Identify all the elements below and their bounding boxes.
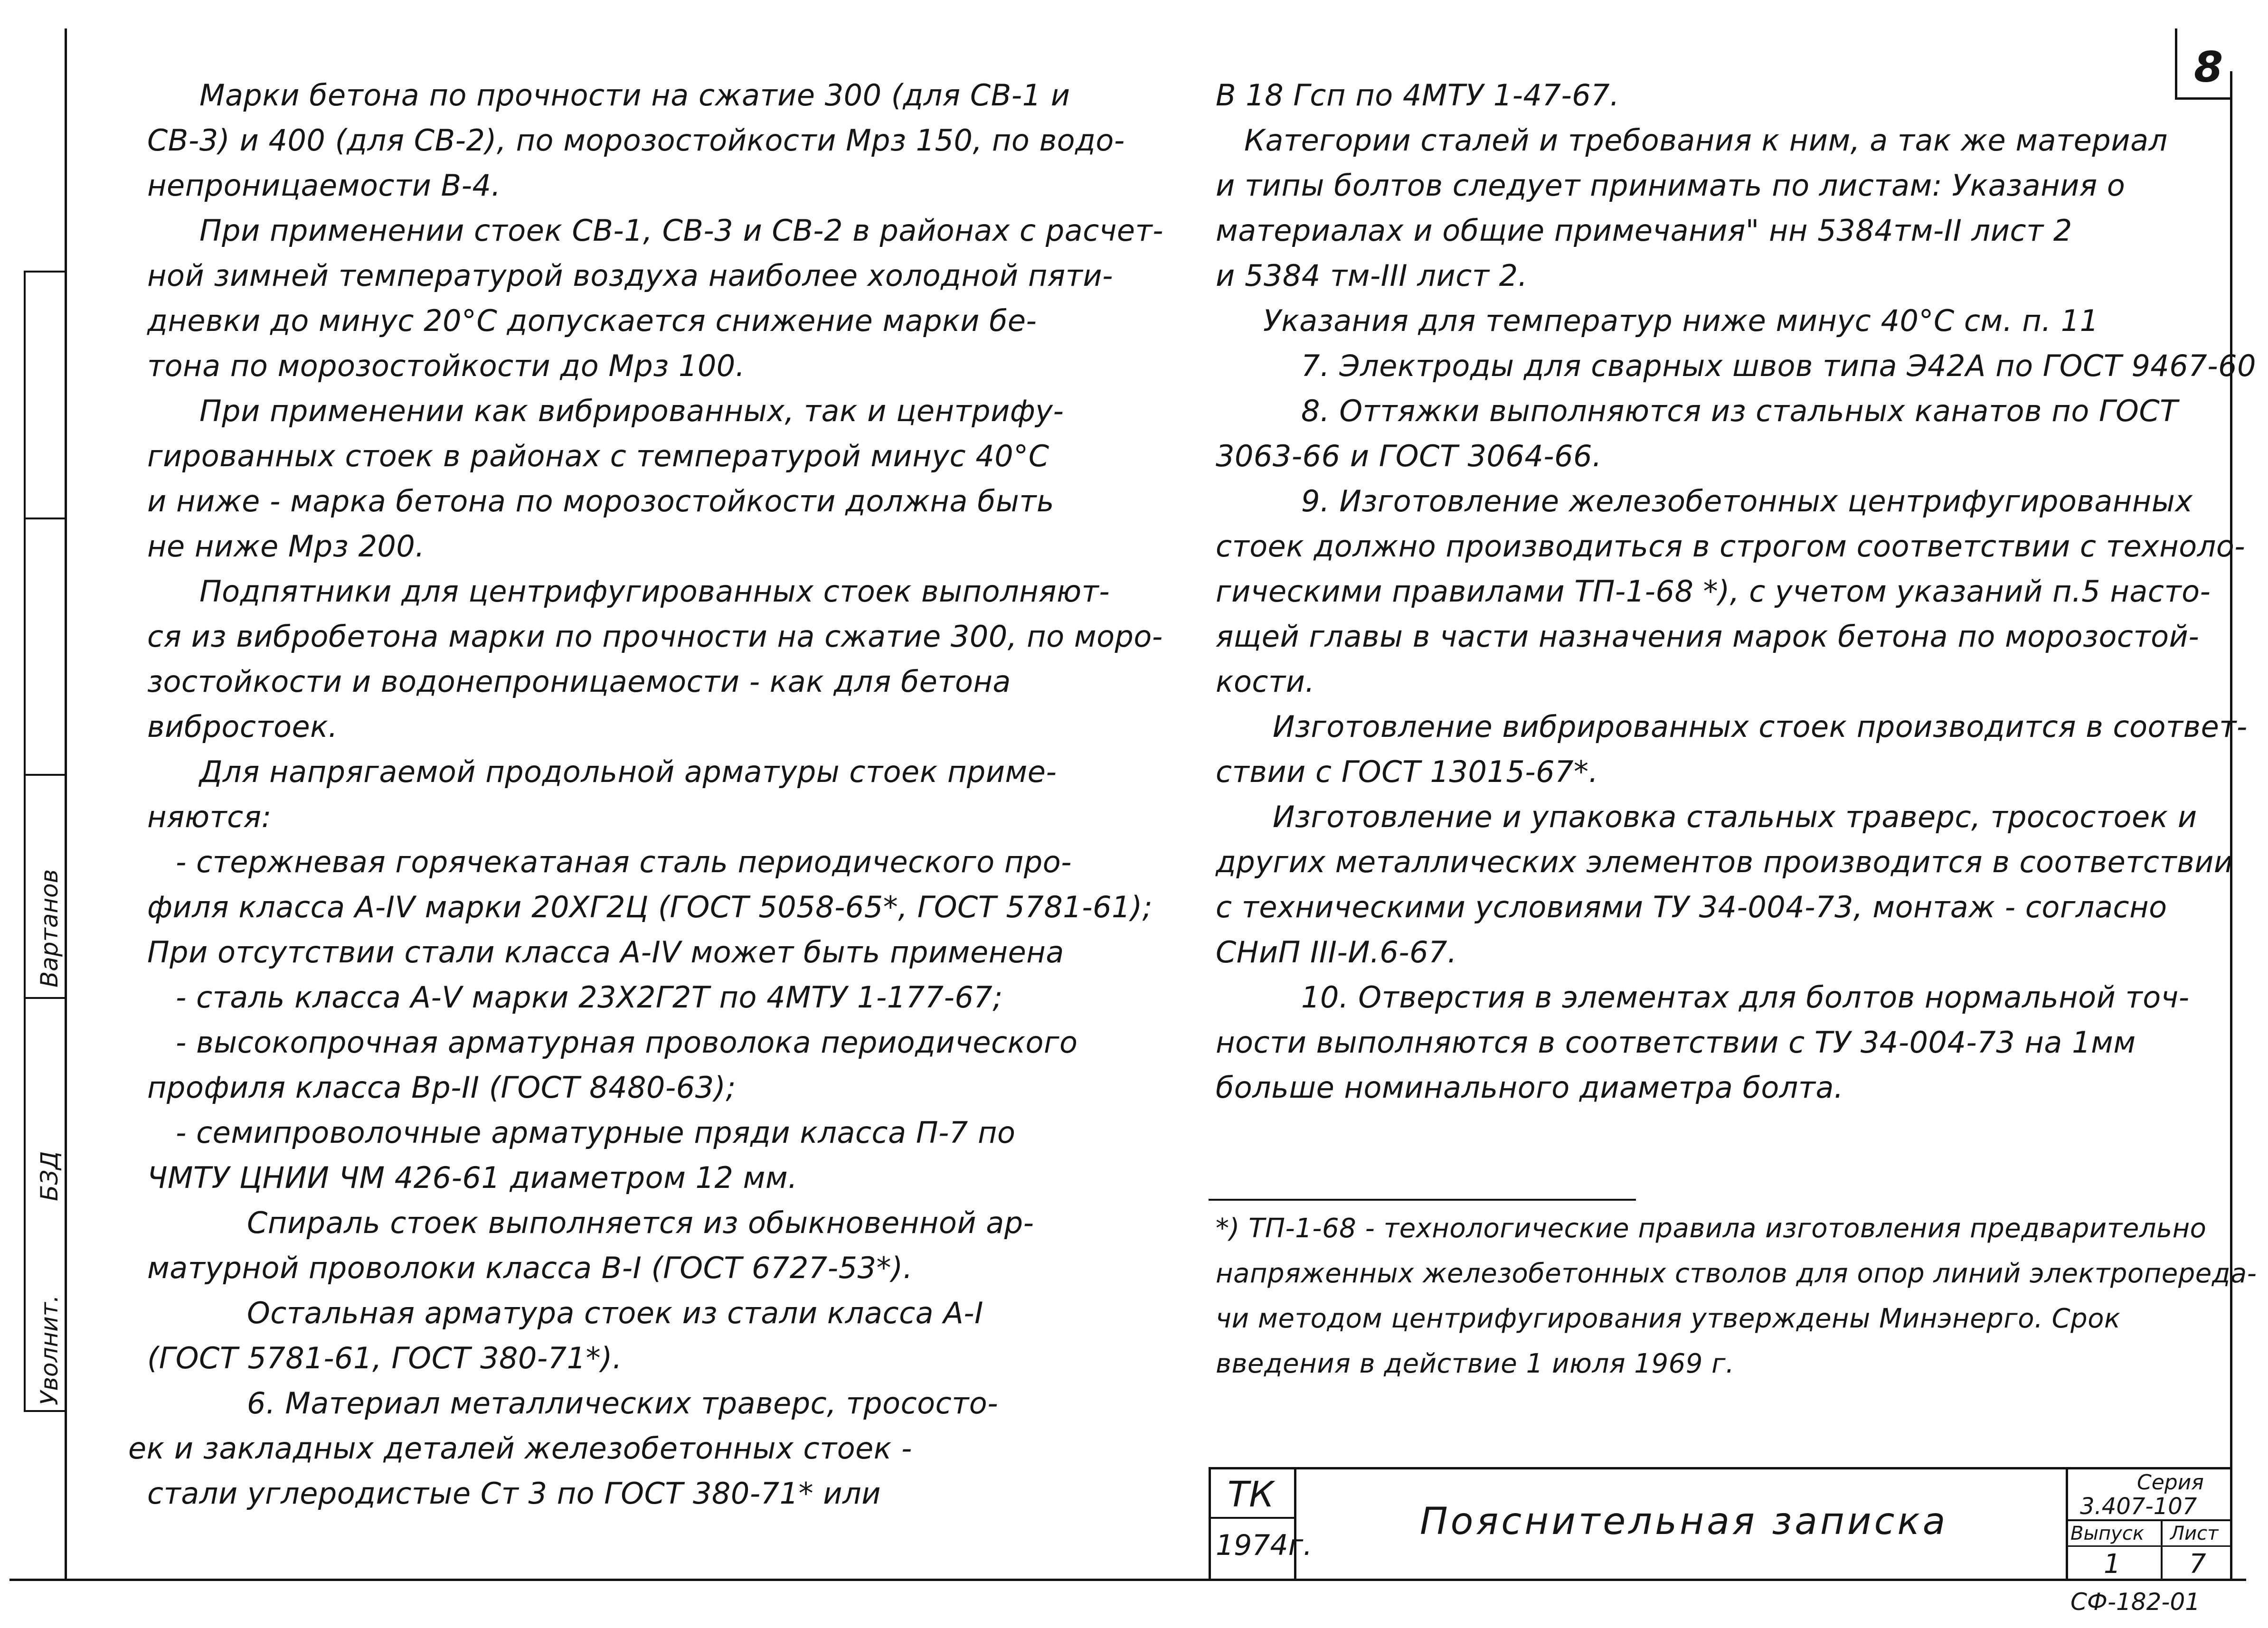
- left-line: не ниже Мрз 200.: [147, 529, 425, 564]
- right-line: 9. Изготовление железобетонных центрифугированных: [1301, 484, 2193, 518]
- right-line: Категории сталей и требования к ним, а так же материал: [1244, 123, 2168, 158]
- right-line: материалах и общие примечания" нн 5384тм-II лист 2: [1216, 213, 2072, 248]
- title-block-div-1: [1294, 1467, 1296, 1581]
- left-line: - высокопрочная арматурная проволока периодического: [176, 1025, 1078, 1060]
- right-line: больше номинального диаметра болта.: [1216, 1070, 1844, 1105]
- right-line: гическими правилами ТП-1-68 *), с учетом указаний п.5 насто-: [1216, 574, 2211, 609]
- title-block-left: [1209, 1467, 1211, 1581]
- left-line: стали углеродистые Ст 3 по ГОСТ 380-71* или: [147, 1476, 881, 1511]
- side-stamp-line: [24, 997, 65, 999]
- left-line: 6. Материал металлических траверс, тросостo-: [247, 1386, 999, 1421]
- left-line: филя класса А-IV марки 20ХГ2Ц (ГОСТ 5058-65*, ГОСТ 5781-61);: [147, 890, 1153, 924]
- series-value: 3.407-107: [2080, 1493, 2197, 1520]
- left-line: матурной проволоки класса В-I (ГОСТ 6727-53*).: [147, 1251, 913, 1285]
- side-stamp-word-1: Уволнит.: [36, 1295, 63, 1405]
- sheet-number-box-bottom: [2175, 97, 2232, 100]
- side-stamp-line: [24, 774, 65, 776]
- right-line: ствии с ГОСТ 13015-67*.: [1216, 754, 1598, 789]
- left-line: гированных стоек в районах с температурой минус 40°С: [147, 439, 1049, 473]
- series-label: Серия: [2137, 1470, 2204, 1495]
- right-line: СНиП III-И.6-67.: [1216, 935, 1457, 969]
- left-line: - семипроволочные арматурные пряди класса П-7 по: [176, 1115, 1016, 1150]
- left-line: няются:: [147, 800, 272, 834]
- left-line: ЧМТУ ЦНИИ ЧМ 426-61 диаметром 12 мм.: [147, 1160, 798, 1195]
- frame-margin-line: [24, 271, 26, 1410]
- side-stamp-word-2: БЗД: [36, 1151, 63, 1201]
- side-stamp-name-1: Вартанов: [36, 869, 63, 988]
- right-line: других металлических элементов производится в соответствии: [1216, 845, 2233, 879]
- left-line: Для напрягаемой продольной арматуры стоек приме-: [199, 754, 1057, 789]
- left-line: профиля класса Вр-II (ГОСТ 8480-63);: [147, 1070, 736, 1105]
- right-line: с техническими условиями ТУ 34-004-73, монтаж - согласно: [1216, 890, 2167, 924]
- right-line: Изготовление и упаковка стальных траверс, тросостоек и: [1273, 800, 2197, 834]
- document-title: Пояснительная записка: [1420, 1500, 1948, 1543]
- right-line: 3063-66 и ГОСТ 3064-66.: [1216, 439, 1602, 473]
- right-line: и типы болтов следует принимать по листам: Указания о: [1216, 168, 2126, 203]
- footnote-line: *) ТП-1-68 - технологические правила изготовления предварительно: [1216, 1213, 2207, 1244]
- left-line: Спираль стоек выполняется из обыкновенной ар-: [247, 1205, 1034, 1240]
- left-line: ной зимней температурой воздуха наиболее холодной пяти-: [147, 258, 1113, 293]
- left-line: Марки бетона по прочности на сжатие 300 (для СВ-1 и: [199, 78, 1070, 113]
- right-line: стоек должно производиться в строгом соответствии с техноло-: [1216, 529, 2246, 564]
- left-line: - стержневая горячекатаная сталь периодического про-: [176, 845, 1072, 879]
- left-line: При применении как вибрированных, так и центрифу-: [199, 394, 1064, 428]
- footnote-rule: [1209, 1199, 1636, 1201]
- sheet-label: Лист: [2170, 1523, 2219, 1544]
- right-line: Изготовление вибрированных стоек производится в соответ-: [1273, 709, 2248, 744]
- title-block-issue-label-rule: [2066, 1545, 2232, 1547]
- right-line: 10. Отверстия в элементах для болтов нормальной точ-: [1301, 980, 2190, 1015]
- right-line: Указания для температур ниже минус 40°С см. п. 11: [1263, 303, 2099, 338]
- right-line: ящей главы в части назначения марок бетона по морозостой-: [1216, 619, 2200, 654]
- title-block-top: [1209, 1467, 2232, 1469]
- left-line: и ниже - марка бетона по морозостойкости должна быть: [147, 484, 1055, 518]
- footnote-line: напряженных железобетонных стволов для опор линий электропереда-: [1216, 1258, 2257, 1289]
- right-line: ности выполняются в соответствии с ТУ 34-004-73 на 1мм: [1216, 1025, 2136, 1060]
- sheet-number-box-left: [2175, 28, 2177, 100]
- right-line: В 18 Гсп по 4МТУ 1-47-67.: [1216, 78, 1620, 113]
- frame-left-line: [65, 28, 67, 1579]
- org-label: ТК: [1228, 1474, 1274, 1515]
- left-line: вибростоек.: [147, 709, 338, 744]
- issue-label: Выпуск: [2070, 1523, 2144, 1544]
- year-label: 1974г.: [1216, 1529, 1313, 1562]
- document-code: СФ-182-01: [2070, 1588, 2201, 1616]
- side-stamp-line: [24, 1410, 65, 1412]
- left-line: непроницаемости В-4.: [147, 168, 501, 203]
- left-line: При применении стоек СВ-1, СВ-3 и СВ-2 в районах с расчет-: [199, 213, 1164, 248]
- left-line: зостойкости и водонепроницаемости - как для бетона: [147, 664, 1011, 699]
- issue-value: 1: [2104, 1549, 2121, 1580]
- left-line: ек и закладных деталей железобетонных стоек -: [128, 1431, 912, 1466]
- left-line: СВ-3) и 400 (для СВ-2), по морозостойкости Мрз 150, по водо-: [147, 123, 1125, 158]
- title-block-org-divider: [1209, 1517, 1294, 1519]
- sheet-value: 7: [2189, 1549, 2206, 1580]
- footnote-line: чи методом центрифугирования утверждены Минэнерго. Срок: [1216, 1303, 2121, 1334]
- left-line: Подпятники для центрифугированных стоек выполняют-: [199, 574, 1110, 609]
- left-line: - сталь класса А-V марки 23Х2Г2Т по 4МТУ 1-177-67;: [176, 980, 1003, 1015]
- title-block-div-2: [2066, 1467, 2068, 1581]
- footnote-line: введения в действие 1 июля 1969 г.: [1216, 1348, 1735, 1379]
- left-line: дневки до минус 20°С допускается снижение марки бе-: [147, 303, 1037, 338]
- title-block-issue-divider: [2161, 1519, 2163, 1581]
- left-line: ся из вибробетона марки по прочности на сжатие 300, по моро-: [147, 619, 1163, 654]
- left-line: При отсутствии стали класса А-IV может быть применена: [147, 935, 1064, 969]
- left-line: тона по морозостойкости до Мрз 100.: [147, 348, 745, 383]
- side-stamp-line: [24, 271, 65, 273]
- frame-bottom-line: [9, 1579, 2246, 1581]
- right-line: кости.: [1216, 664, 1315, 699]
- right-line: 8. Оттяжки выполняются из стальных канатов по ГОСТ: [1301, 394, 2178, 428]
- frame-right-line: [2230, 71, 2232, 1581]
- right-line: и 5384 тм-III лист 2.: [1216, 258, 1528, 293]
- left-line: Остальная арматура стоек из стали класса А-I: [247, 1296, 983, 1330]
- right-line: 7. Электроды для сварных швов типа Э42А по ГОСТ 9467-60: [1301, 348, 2257, 383]
- sheet-number: 8: [2194, 43, 2223, 92]
- left-line: (ГОСТ 5781-61, ГОСТ 380-71*).: [147, 1341, 623, 1375]
- side-stamp-line: [24, 518, 65, 519]
